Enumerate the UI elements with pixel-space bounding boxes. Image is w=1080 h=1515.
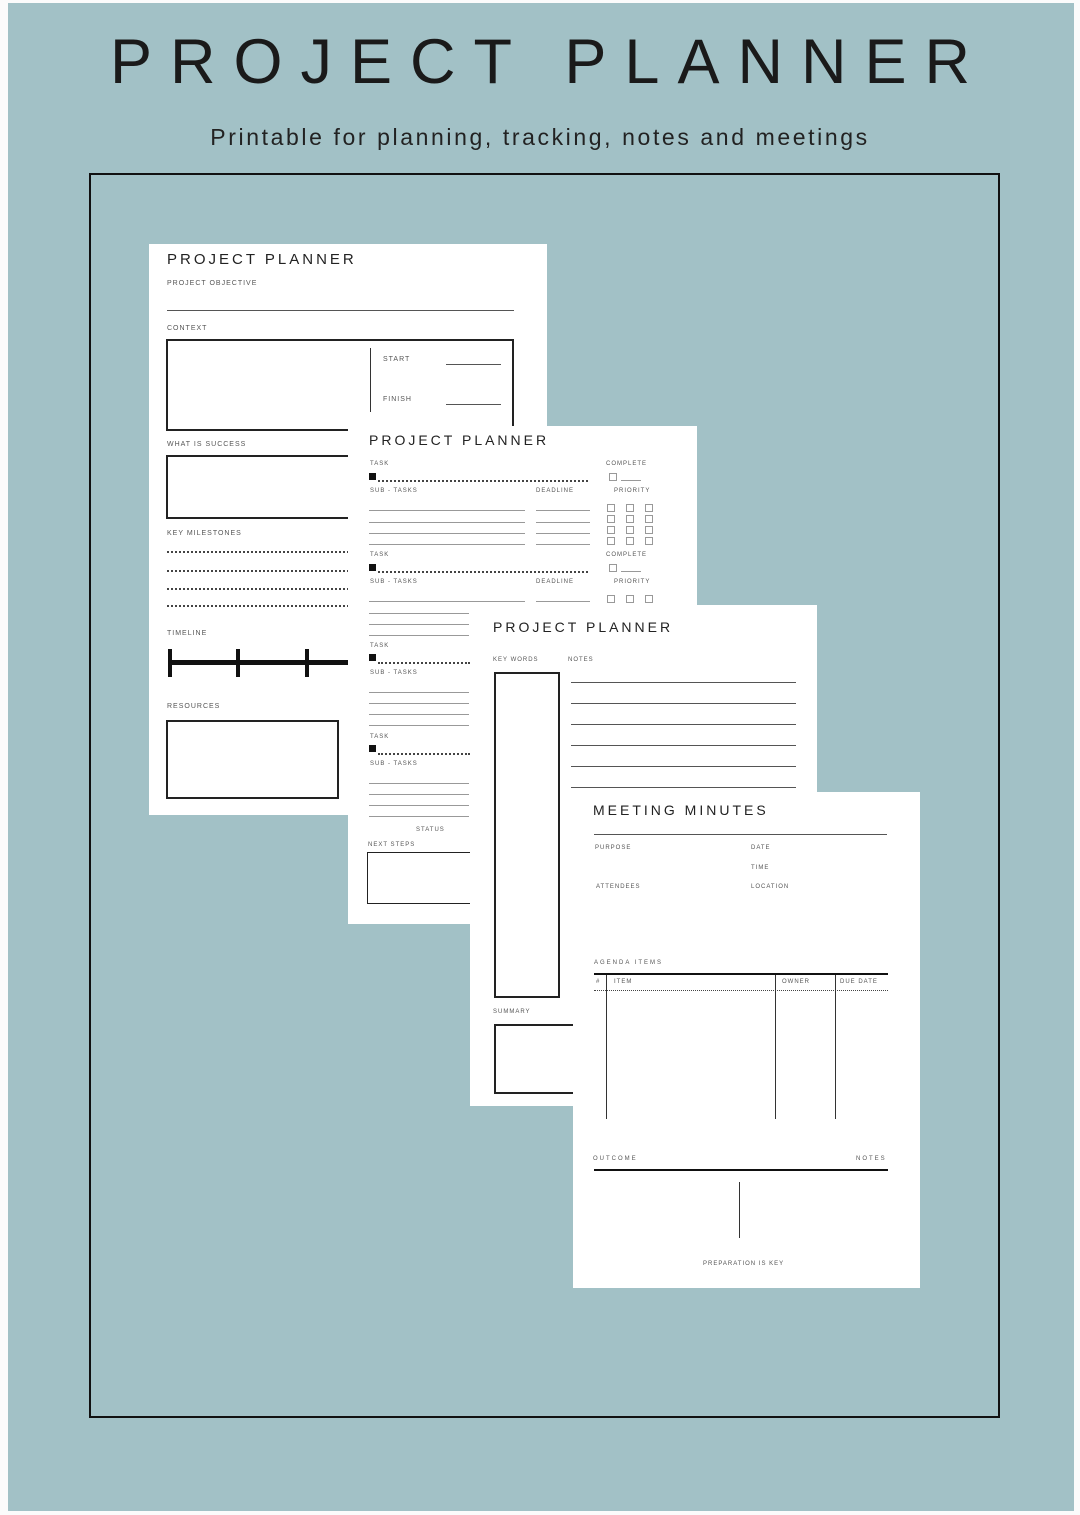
- priority-checkbox: [645, 537, 653, 545]
- priority-checkbox: [626, 537, 634, 545]
- label-task: TASK: [370, 734, 390, 740]
- col-item: ITEM: [614, 979, 633, 985]
- resources-box: [166, 720, 339, 799]
- subtask-line: [369, 613, 469, 614]
- deadline-line: [536, 510, 590, 511]
- subtask-line: [369, 522, 525, 523]
- title-underline: [594, 834, 887, 835]
- notes-line: [571, 724, 796, 725]
- key-words-box: [494, 672, 560, 998]
- label-outcome: OUTCOME: [593, 1156, 638, 1162]
- finish-line: [446, 404, 501, 405]
- label-priority: PRIORITY: [614, 488, 651, 494]
- task-bullet: [369, 745, 376, 752]
- sheet-title: PROJECT PLANNER: [493, 619, 674, 635]
- label-finish: FINISH: [383, 396, 412, 403]
- label-purpose: PURPOSE: [595, 845, 632, 851]
- label-task: TASK: [370, 461, 390, 467]
- subtask-line: [369, 714, 469, 715]
- deadline-line: [536, 533, 590, 534]
- label-priority: PRIORITY: [614, 579, 651, 585]
- complete-line: [621, 480, 641, 481]
- label-key-words: KEY WORDS: [493, 657, 539, 663]
- deadline-line: [536, 544, 590, 545]
- label-task: TASK: [370, 552, 390, 558]
- subtask-line: [369, 816, 469, 817]
- label-sub-tasks: SUB - TASKS: [370, 579, 418, 585]
- priority-checkbox: [607, 515, 615, 523]
- label-start: START: [383, 356, 411, 363]
- subtask-line: [369, 725, 469, 726]
- priority-checkbox: [645, 526, 653, 534]
- priority-checkbox: [607, 504, 615, 512]
- notes-line: [571, 745, 796, 746]
- context-box: [166, 339, 514, 431]
- sheet-title: PROJECT PLANNER: [167, 251, 357, 268]
- subtask-line: [369, 692, 469, 693]
- col-number: #: [596, 979, 601, 985]
- task-bullet: [369, 654, 376, 661]
- col-owner: OWNER: [782, 979, 810, 985]
- label-next-steps: NEXT STEPS: [368, 842, 416, 848]
- label-notes: NOTES: [568, 657, 594, 663]
- deadline-line: [536, 601, 590, 602]
- label-task: TASK: [370, 643, 390, 649]
- subtask-line: [369, 544, 525, 545]
- sheet-meeting-minutes: [573, 792, 920, 1288]
- start-line: [446, 364, 501, 365]
- priority-checkbox: [607, 537, 615, 545]
- label-deadline: DEADLINE: [536, 488, 575, 494]
- agenda-col-divider: [606, 975, 607, 1119]
- subtask-line: [369, 533, 525, 534]
- label-key-milestones: KEY MILESTONES: [167, 530, 242, 537]
- task-line: [378, 480, 588, 482]
- agenda-col-divider: [835, 975, 836, 1119]
- task-bullet: [369, 473, 376, 480]
- label-context: CONTEXT: [167, 325, 208, 332]
- agenda-top-rule: [594, 973, 888, 975]
- label-complete: COMPLETE: [606, 461, 648, 467]
- outcome-divider: [739, 1182, 740, 1238]
- agenda-col-divider: [775, 975, 776, 1119]
- label-sub-tasks: SUB - TASKS: [370, 488, 418, 494]
- sheet-title: MEETING MINUTES: [593, 802, 769, 818]
- priority-checkbox: [645, 504, 653, 512]
- outcome-rule: [594, 1169, 888, 1171]
- label-what-is-success: WHAT IS SUCCESS: [167, 441, 247, 448]
- col-due-date: DUE DATE: [840, 979, 878, 985]
- timeline-tick: [305, 649, 309, 677]
- notes-line: [571, 703, 796, 704]
- priority-checkbox: [626, 504, 634, 512]
- label-sub-tasks: SUB - TASKS: [370, 670, 418, 676]
- subtask-line: [369, 805, 469, 806]
- priority-checkbox: [607, 526, 615, 534]
- label-agenda-items: AGENDA ITEMS: [594, 960, 664, 966]
- footer-text: PREPARATION IS KEY: [703, 1261, 785, 1267]
- label-attendees: ATTENDEES: [596, 884, 641, 890]
- objective-line: [167, 310, 514, 311]
- task-line: [378, 662, 470, 664]
- timeline-tick: [168, 649, 172, 677]
- label-notes: NOTES: [856, 1156, 887, 1162]
- notes-line: [571, 766, 796, 767]
- poster-title: PROJECT PLANNER: [110, 27, 988, 97]
- label-sub-tasks: SUB - TASKS: [370, 761, 418, 767]
- complete-checkbox: [609, 564, 617, 572]
- label-location: LOCATION: [751, 884, 790, 890]
- notes-line: [571, 787, 796, 788]
- poster-subtitle: Printable for planning, tracking, notes and meetings: [210, 124, 870, 150]
- subtask-line: [369, 794, 469, 795]
- label-date: DATE: [751, 845, 771, 851]
- label-status: STATUS: [416, 827, 445, 833]
- priority-checkbox: [607, 595, 615, 603]
- label-deadline: DEADLINE: [536, 579, 575, 585]
- priority-checkbox: [626, 595, 634, 603]
- label-complete: COMPLETE: [606, 552, 648, 558]
- label-time: TIME: [751, 865, 770, 871]
- priority-checkbox: [645, 515, 653, 523]
- priority-checkbox: [645, 595, 653, 603]
- label-timeline: TIMELINE: [167, 630, 208, 637]
- complete-line: [621, 571, 641, 572]
- subtask-line: [369, 703, 469, 704]
- notes-line: [571, 682, 796, 683]
- subtask-line: [369, 624, 469, 625]
- subtask-line: [369, 635, 469, 636]
- label-project-objective: PROJECT OBJECTIVE: [167, 280, 258, 287]
- next-steps-box: [367, 852, 477, 904]
- subtask-line: [369, 783, 469, 784]
- label-summary: SUMMARY: [493, 1009, 531, 1015]
- task-line: [378, 753, 470, 755]
- subtask-line: [369, 510, 525, 511]
- subtask-line: [369, 601, 525, 602]
- timeline-tick: [236, 649, 240, 677]
- priority-checkbox: [626, 526, 634, 534]
- deadline-line: [536, 522, 590, 523]
- sheet-title: PROJECT PLANNER: [369, 432, 550, 448]
- agenda-header-rule: [594, 990, 888, 991]
- context-divider: [370, 348, 371, 412]
- complete-checkbox: [609, 473, 617, 481]
- label-resources: RESOURCES: [167, 703, 221, 710]
- task-bullet: [369, 564, 376, 571]
- priority-checkbox: [626, 515, 634, 523]
- task-line: [378, 571, 588, 573]
